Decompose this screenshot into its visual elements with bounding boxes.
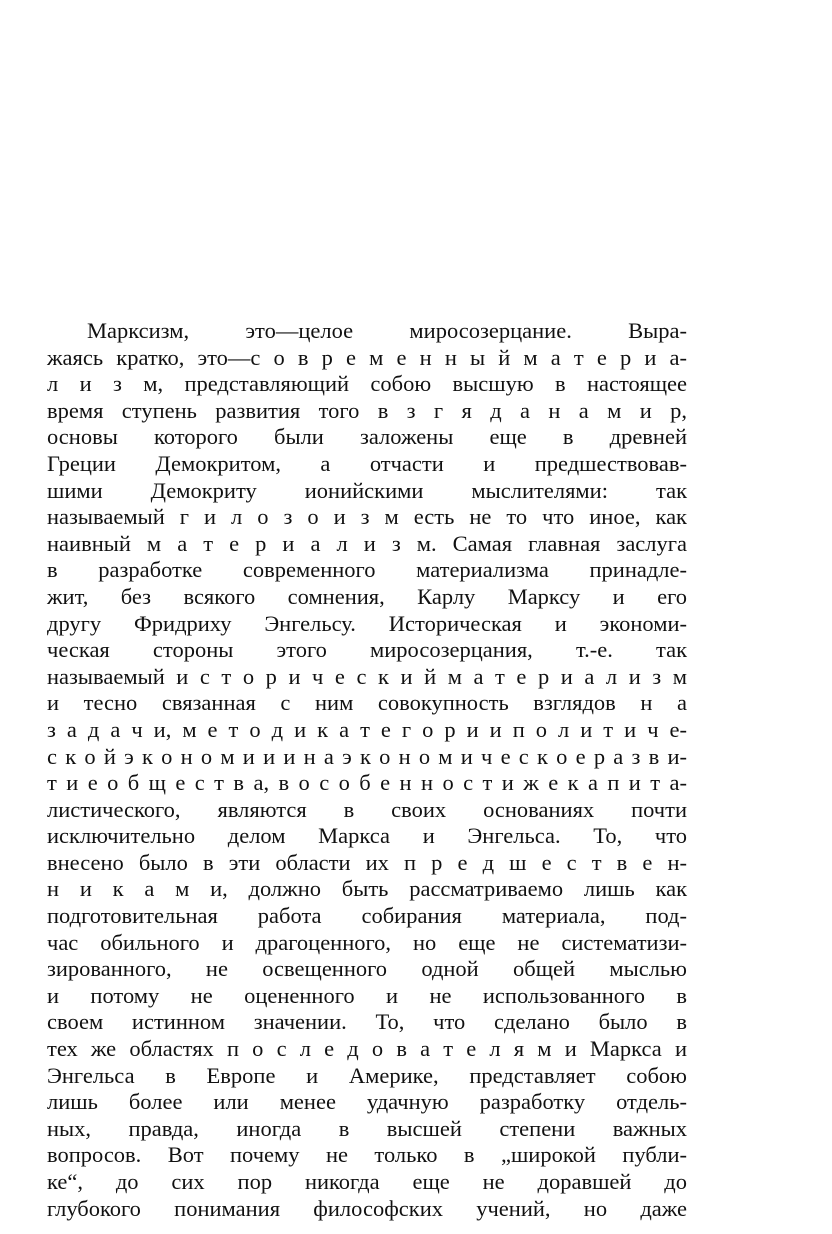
text-line: вопросов. Вот почему не только в „широкой публи- <box>47 1142 687 1168</box>
text-line: и тесно связанная с ним совокупность взглядов н а <box>47 690 687 716</box>
text-line: называемый и с т о р и ч е с к и й м а т е р и а л и з м <box>47 663 687 689</box>
text-line: жит, без всякого сомнения, Карлу Марксу и его <box>47 583 687 609</box>
text-line: Греции Демокритом, а отчасти и предшествовав- <box>47 450 687 476</box>
body-text <box>47 318 687 1222</box>
text-line: зированного, не освещенного одной общей мыслью <box>47 956 687 982</box>
text-line: лишь более или менее удачную разработку отдель- <box>47 1089 687 1115</box>
text-line: наивный м а т е р и а л и з м. Самая главная заслуга <box>47 530 687 556</box>
text-line: в разработке современного материализма принадле- <box>47 557 687 583</box>
text-line: подготовительная работа собирания материала, под- <box>47 903 687 929</box>
text-line: ке“, до сих пор никогда еще не доравшей до <box>47 1169 687 1194</box>
text-line: и потому не оцененного и не использованного в <box>47 982 687 1008</box>
text-line: время ступень развития того в з г я д а н а м и р, <box>47 397 687 423</box>
text-line: исключительно делом Маркса и Энгельса. То, что <box>47 823 687 849</box>
text-line: з а д а ч и, м е т о д и к а т е г о р и и п о л и т и ч е- <box>47 716 687 742</box>
text-line: называемый г и л о з о и з м есть не то что иное, как <box>47 504 687 530</box>
text-line: Марксизм, это—целое миросозерцание. Выра- <box>87 318 687 343</box>
text-line: тех же областях п о с л е д о в а т е л я м и Маркса и <box>47 1036 687 1062</box>
text-line: с к о й э к о н о м и и и н а э к о н о м и ч е с к о е р а з в и- <box>47 743 687 769</box>
text-line: основы которого были заложены еще в древней <box>47 424 687 450</box>
text-line: л и з м, представляющий собою высшую в настоящее <box>47 371 687 397</box>
text-line: ных, правда, иногда в высшей степени важных <box>47 1115 687 1141</box>
text-line: час обильного и драгоценного, но еще не систематизи- <box>47 929 687 955</box>
text-line: листического, являются в своих основаниях почти <box>47 796 687 822</box>
text-line: внесено было в эти области их п р е д ш е с т в е н- <box>47 849 687 875</box>
text-line: глубокого понимания философских учений, но даже <box>47 1195 687 1221</box>
text-line: жаясь кратко, это—с о в р е м е н н ы й м а т е р и а- <box>47 344 687 370</box>
text-line: ческая стороны этого миросозерцания, т.-е. так <box>47 637 687 663</box>
text-line: своем истинном значении. То, что сделано было в <box>47 1009 687 1035</box>
text-line: т и е о б щ е с т в а, в о с о б е н н о с т и ж е к а п и т а- <box>47 770 687 796</box>
text-line: другу Фридриху Энгельсу. Историческая и экономи- <box>47 610 687 636</box>
text-line: н и к а м и, должно быть рассматриваемо лишь как <box>47 876 687 902</box>
text-line: шими Демокриту ионийскими мыслителями: так <box>47 477 687 503</box>
text-line: Энгельса в Европе и Америке, представляет собою <box>47 1062 687 1088</box>
